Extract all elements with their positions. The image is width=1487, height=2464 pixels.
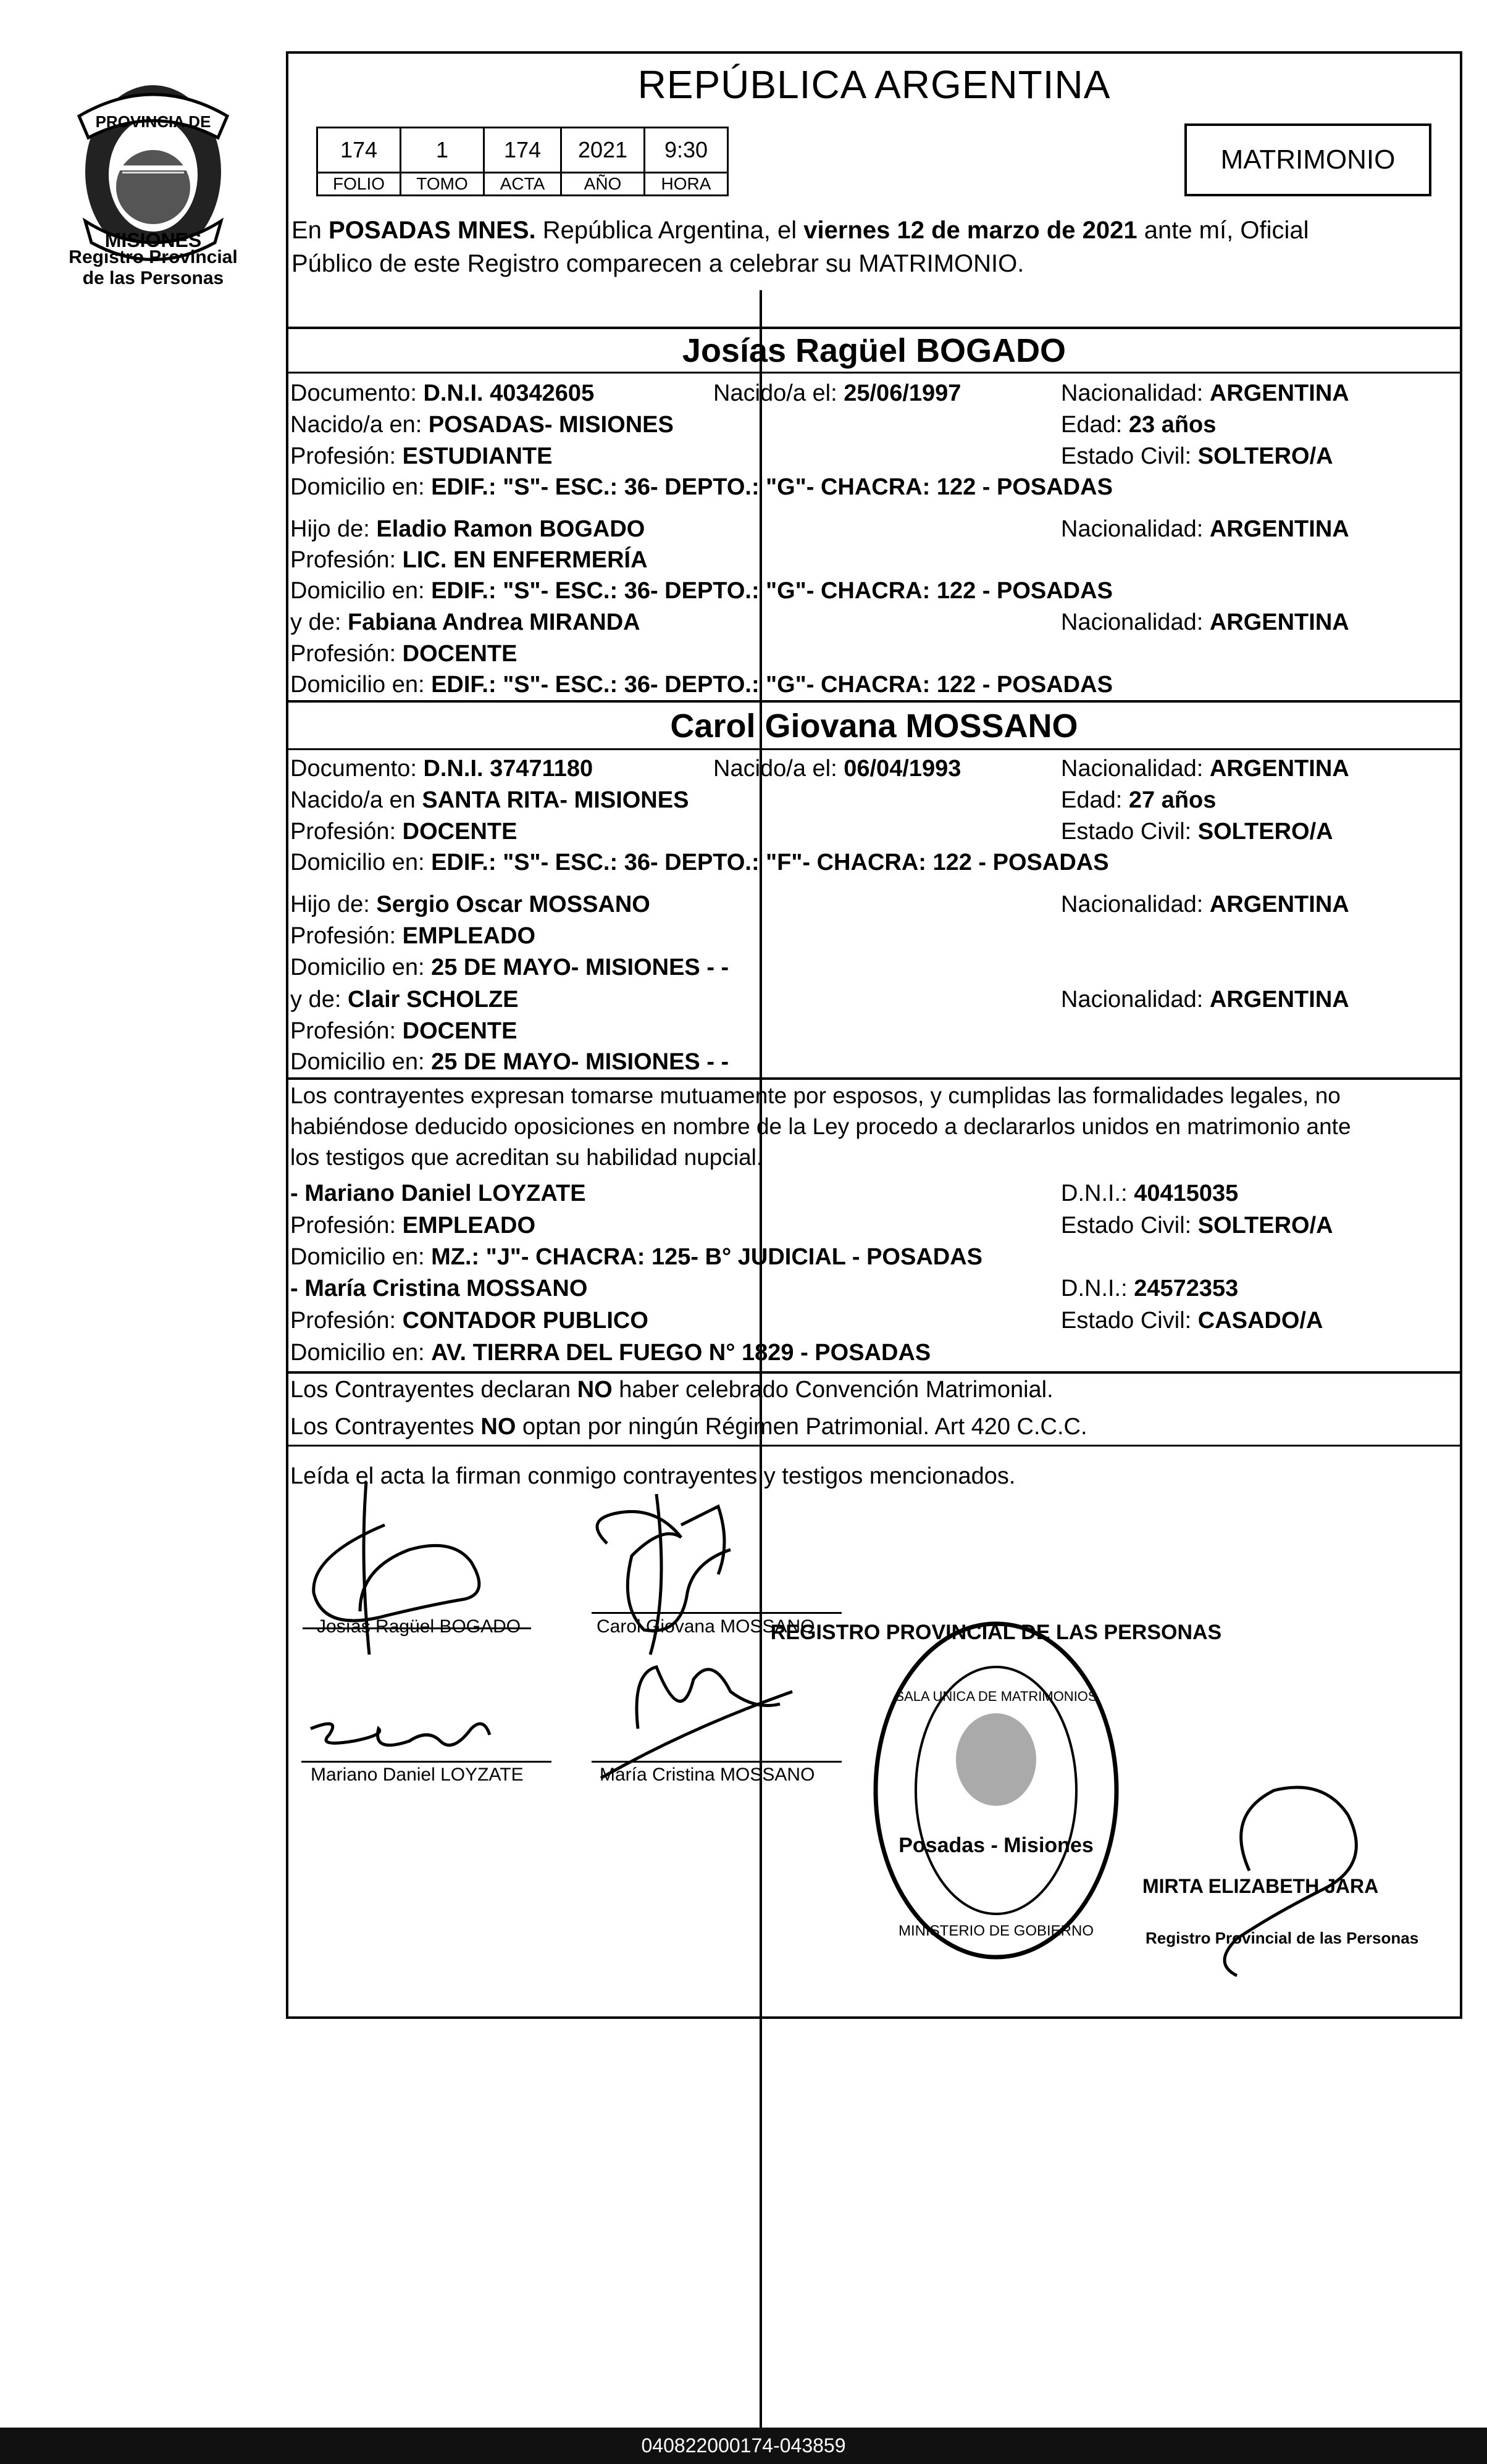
witness-1-name: - Mariano Daniel LOYZATE bbox=[290, 1180, 586, 1206]
c1-birthplace: Nacido/a en: POSADAS- MISIONES bbox=[290, 412, 674, 438]
c1-mother: y de: Fabiana Andrea MIRANDA bbox=[290, 609, 640, 635]
tomo-label: TOMO bbox=[401, 173, 484, 196]
c2-mother-profession: Profesión: DOCENTE bbox=[290, 1018, 517, 1044]
registry-line-1: Registro Provincial bbox=[69, 247, 238, 267]
c1-father-address: Domicilio en: EDIF.: "S"- ESC.: 36- DEPTO.: "G"- CHACRA: 122 - POSADAS bbox=[290, 578, 1113, 604]
c2-address: Domicilio en: EDIF.: "S"- ESC.: 36- DEPTO.: "F"- CHACRA: 122 - POSADAS bbox=[290, 850, 1109, 875]
contrayente-2-name: Carol Giovana MOSSANO bbox=[670, 708, 1078, 745]
witness-1-civil-status: Estado Civil: SOLTERO/A bbox=[1061, 1213, 1333, 1238]
c2-father: Hijo de: Sergio Oscar MOSSANO bbox=[290, 892, 650, 917]
signature-caption-1: Josías Ragüel BOGADO bbox=[317, 1616, 521, 1637]
ano-value: 2021 bbox=[561, 128, 645, 173]
acta-value: 174 bbox=[484, 128, 561, 173]
c1-mother-address: Domicilio en: EDIF.: "S"- ESC.: 36- DEPTO.: "G"- CHACRA: 122 - POSADAS bbox=[290, 672, 1113, 698]
witness-2-civil-status: Estado Civil: CASADO/A bbox=[1061, 1308, 1323, 1334]
divider bbox=[286, 1371, 1462, 1374]
divider bbox=[286, 372, 1462, 374]
declaration-line-3: los testigos que acreditan su habilidad nupcial. bbox=[290, 1145, 763, 1170]
signature-stroke bbox=[314, 1525, 479, 1621]
seal-inner-text: SALA UNICA DE MATRIMONIOS bbox=[895, 1689, 1097, 1704]
c1-nationality: Nacionalidad: ARGENTINA bbox=[1061, 380, 1349, 406]
signature-stroke bbox=[311, 1724, 490, 1745]
signature-line bbox=[592, 1612, 842, 1614]
c2-document: Documento: D.N.I. 37471180 bbox=[290, 756, 593, 782]
page-title: REPÚBLICA ARGENTINA bbox=[637, 62, 1111, 107]
convention-line-1: Los Contrayentes declaran NO haber celebrado Convención Matrimonial. bbox=[290, 1377, 1053, 1403]
intro-date: viernes 12 de marzo de 2021 bbox=[803, 217, 1137, 244]
signature-line bbox=[301, 1761, 551, 1763]
c1-profession: Profesión: ESTUDIANTE bbox=[290, 443, 553, 469]
intro-place: POSADAS MNES. bbox=[329, 217, 536, 244]
intro-line-1 bbox=[291, 216, 1309, 244]
divider bbox=[286, 748, 1462, 750]
hora-value: 9:30 bbox=[645, 128, 728, 173]
official-seal bbox=[771, 1621, 1221, 1957]
folio-value: 174 bbox=[317, 128, 401, 173]
ano-label: AÑO bbox=[561, 173, 645, 196]
convention-line-2: Los Contrayentes NO optan por ningún Régimen Patrimonial. Art 420 C.C.C. bbox=[290, 1414, 1087, 1440]
declaration-line-2: habiéndose deducido oposiciones en nombre de la Ley procedo a declararlos unidos en matrimonio ante bbox=[290, 1114, 1351, 1139]
intro-line-2: Público de este Registro comparecen a celebrar su MATRIMONIO. bbox=[291, 250, 1024, 277]
tomo-value: 1 bbox=[401, 128, 484, 173]
province-logo bbox=[61, 79, 246, 301]
seal-city-text: Posadas - Misiones bbox=[898, 1834, 1094, 1857]
c2-father-nationality: Nacionalidad: ARGENTINA bbox=[1061, 892, 1349, 917]
witness-1-profession: Profesión: EMPLEADO bbox=[290, 1213, 536, 1238]
divider bbox=[286, 327, 1462, 329]
c1-father-profession: Profesión: LIC. EN ENFERMERÍA bbox=[290, 547, 648, 573]
c1-mother-profession: Profesión: DOCENTE bbox=[290, 641, 517, 667]
c2-birthdate: Nacido/a el: 06/04/1993 bbox=[713, 756, 961, 782]
c2-mother-nationality: Nacionalidad: ARGENTINA bbox=[1061, 987, 1349, 1013]
witness-1-address: Domicilio en: MZ.: "J"- CHACRA: 125- B° JUDICIAL - POSADAS bbox=[290, 1244, 983, 1270]
c2-father-profession: Profesión: EMPLEADO bbox=[290, 923, 536, 949]
c1-civil-status: Estado Civil: SOLTERO/A bbox=[1061, 443, 1333, 469]
divider bbox=[286, 1445, 1462, 1447]
seal-bottom-text: MINISTERIO DE GOBIERNO bbox=[898, 1923, 1094, 1939]
folio-label: FOLIO bbox=[317, 173, 401, 196]
intro-text: República Argentina, el bbox=[535, 217, 804, 244]
c2-mother-address: Domicilio en: 25 DE MAYO- MISIONES - - bbox=[290, 1049, 729, 1075]
c2-age: Edad: 27 años bbox=[1061, 787, 1217, 813]
witness-2-dni: D.N.I.: 24572353 bbox=[1061, 1276, 1239, 1301]
c2-civil-status: Estado Civil: SOLTERO/A bbox=[1061, 819, 1333, 845]
barcode-footer: 040822000174-043859 bbox=[0, 2428, 1487, 2464]
signatures-intro: Leída el acta la firman conmigo contrayentes y testigos mencionados. bbox=[290, 1463, 1016, 1489]
intro-text: Oficial bbox=[1240, 217, 1309, 244]
seal-outer-text: REGISTRO PROVINCIAL DE LAS PERSONAS bbox=[770, 1621, 1222, 1644]
misiones-shield-icon bbox=[61, 79, 246, 264]
c2-nationality: Nacionalidad: ARGENTINA bbox=[1061, 756, 1349, 782]
witness-2-address: Domicilio en: AV. TIERRA DEL FUEGO N° 1829 - POSADAS bbox=[290, 1340, 931, 1366]
act-type-box: MATRIMONIO bbox=[1184, 123, 1431, 196]
official-title: Registro Provincial de las Personas bbox=[1146, 1929, 1419, 1947]
declaration-line-1: Los contrayentes expresan tomarse mutuamente por esposos, y cumplidas las formalidades legales, no bbox=[290, 1083, 1341, 1108]
intro-text: En bbox=[291, 217, 329, 244]
witness-2-profession: Profesión: CONTADOR PUBLICO bbox=[290, 1308, 648, 1334]
witness-2-name: - María Cristina MOSSANO bbox=[290, 1276, 588, 1301]
acta-label: ACTA bbox=[484, 173, 561, 196]
c2-mother: y de: Clair SCHOLZE bbox=[290, 987, 519, 1013]
c1-document: Documento: D.N.I. 40342605 bbox=[290, 380, 595, 406]
c1-mother-nationality: Nacionalidad: ARGENTINA bbox=[1061, 609, 1349, 635]
signature-caption-4: María Cristina MOSSANO bbox=[600, 1764, 815, 1785]
logo-top-text: PROVINCIA DE bbox=[95, 112, 211, 131]
c2-profession: Profesión: DOCENTE bbox=[290, 819, 517, 845]
registry-line-2: de las Personas bbox=[82, 268, 224, 288]
signature-caption-3: Mariano Daniel LOYZATE bbox=[311, 1764, 524, 1785]
c1-father: Hijo de: Eladio Ramon BOGADO bbox=[290, 516, 645, 542]
folio-table bbox=[316, 127, 729, 196]
c1-address: Domicilio en: EDIF.: "S"- ESC.: 36- DEPTO.: "G"- CHACRA: 122 - POSADAS bbox=[290, 474, 1113, 500]
divider bbox=[286, 1077, 1462, 1080]
c2-father-address: Domicilio en: 25 DE MAYO- MISIONES - - bbox=[290, 954, 729, 980]
hora-label: HORA bbox=[645, 173, 728, 196]
signature-line bbox=[592, 1761, 842, 1763]
logo-bottom-text: MISIONES bbox=[104, 229, 202, 251]
divider bbox=[286, 700, 1462, 703]
contrayente-1-name: Josías Ragüel BOGADO bbox=[682, 332, 1066, 369]
c1-father-nationality: Nacionalidad: ARGENTINA bbox=[1061, 516, 1349, 542]
intro-text: ante mí, bbox=[1137, 217, 1241, 244]
official-name: MIRTA ELIZABETH JARA bbox=[1142, 1875, 1379, 1897]
witness-1-dni: D.N.I.: 40415035 bbox=[1061, 1180, 1239, 1206]
c1-birthdate: Nacido/a el: 25/06/1997 bbox=[713, 380, 961, 406]
c1-age: Edad: 23 años bbox=[1061, 412, 1217, 438]
c2-birthplace: Nacido/a en SANTA RITA- MISIONES bbox=[290, 787, 689, 813]
signature-caption-2: Carol Giovana MOSSANO bbox=[597, 1616, 815, 1637]
